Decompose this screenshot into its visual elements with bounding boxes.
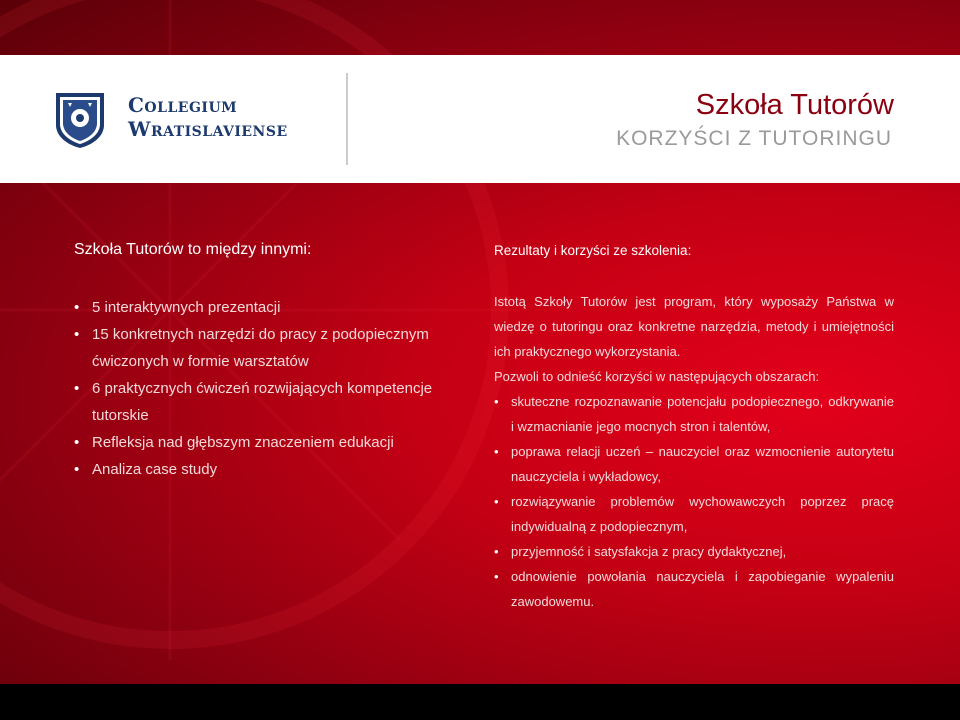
bullet-icon: •	[494, 544, 499, 559]
bullet-icon: •	[74, 461, 80, 478]
benefits-list	[494, 389, 894, 614]
list-item-text: Analiza case study	[92, 461, 218, 478]
list-item	[74, 429, 469, 456]
bullet-icon: •	[494, 494, 499, 509]
bullet-icon: •	[74, 299, 80, 316]
logo-wordmark	[128, 93, 288, 141]
logo-line-1: Collegium	[128, 93, 238, 117]
list-item	[494, 389, 894, 439]
left-column-heading: Szkoła Tutorów to między innymi:	[74, 241, 312, 258]
list-item	[74, 456, 469, 483]
right-column-heading: Rezultaty i korzyści ze szkolenia:	[494, 243, 692, 258]
list-item-text: odnowienie powołania nauczyciela i zapobieganie wypaleniu zawodowemu.	[511, 569, 894, 609]
left-bullet-list	[74, 294, 469, 483]
list-item	[494, 539, 894, 564]
university-crest-logo	[54, 91, 106, 149]
header-band	[0, 55, 960, 183]
bullet-icon: •	[494, 569, 499, 584]
lead-paragraph: Pozwoli to odnieść korzyści w następujących obszarach:	[494, 369, 820, 384]
list-item	[494, 564, 894, 614]
list-item-text: przyjemność i satysfakcja z pracy dydaktycznej,	[511, 544, 787, 559]
logo-line-2: Wratislaviense	[128, 117, 288, 141]
bullet-icon: •	[74, 326, 80, 343]
header-divider	[346, 73, 348, 165]
bullet-icon: •	[74, 434, 80, 451]
bottom-bar	[0, 684, 960, 720]
page-title: Szkoła Tutorów	[695, 89, 894, 121]
list-item	[74, 294, 469, 321]
list-item-text: poprawa relacji uczeń – nauczyciel oraz wzmocnienie autorytetu nauczyciela i wykładowcy,	[511, 444, 894, 484]
page-subtitle: KORZYŚCI Z TUTORINGU	[616, 127, 892, 150]
list-item-text: skuteczne rozpoznawanie potencjału podopiecznego, odkrywanie i wzmacnianie jego mocnych stron i talentów,	[511, 394, 894, 434]
list-item-text: 6 praktycznych ćwiczeń rozwijających kompetencje tutorskie	[92, 380, 433, 424]
list-item-text: 5 interaktywnych prezentacji	[92, 299, 281, 316]
bullet-icon: •	[74, 380, 80, 397]
list-item-text: rozwiązywanie problemów wychowawczych poprzez pracę indywidualną z podopiecznym,	[511, 494, 894, 534]
list-item	[74, 321, 469, 375]
list-item-text: 15 konkretnych narzędzi do pracy z podopiecznym ćwiczonych w formie warsztatów	[92, 326, 429, 370]
list-item	[494, 489, 894, 539]
bullet-icon: •	[494, 444, 499, 459]
right-column-body	[494, 289, 894, 614]
list-item-text: Refleksja nad głębszym znaczeniem edukacji	[92, 434, 394, 451]
list-item	[74, 375, 469, 429]
bullet-icon: •	[494, 394, 499, 409]
intro-paragraph: Istotą Szkoły Tutorów jest program, który wyposaży Państwa w wiedzę o tutoringu oraz konkretne narzędzia, metody i umiejętności ich praktycznego wykorzystania.	[494, 294, 894, 359]
list-item	[494, 439, 894, 489]
